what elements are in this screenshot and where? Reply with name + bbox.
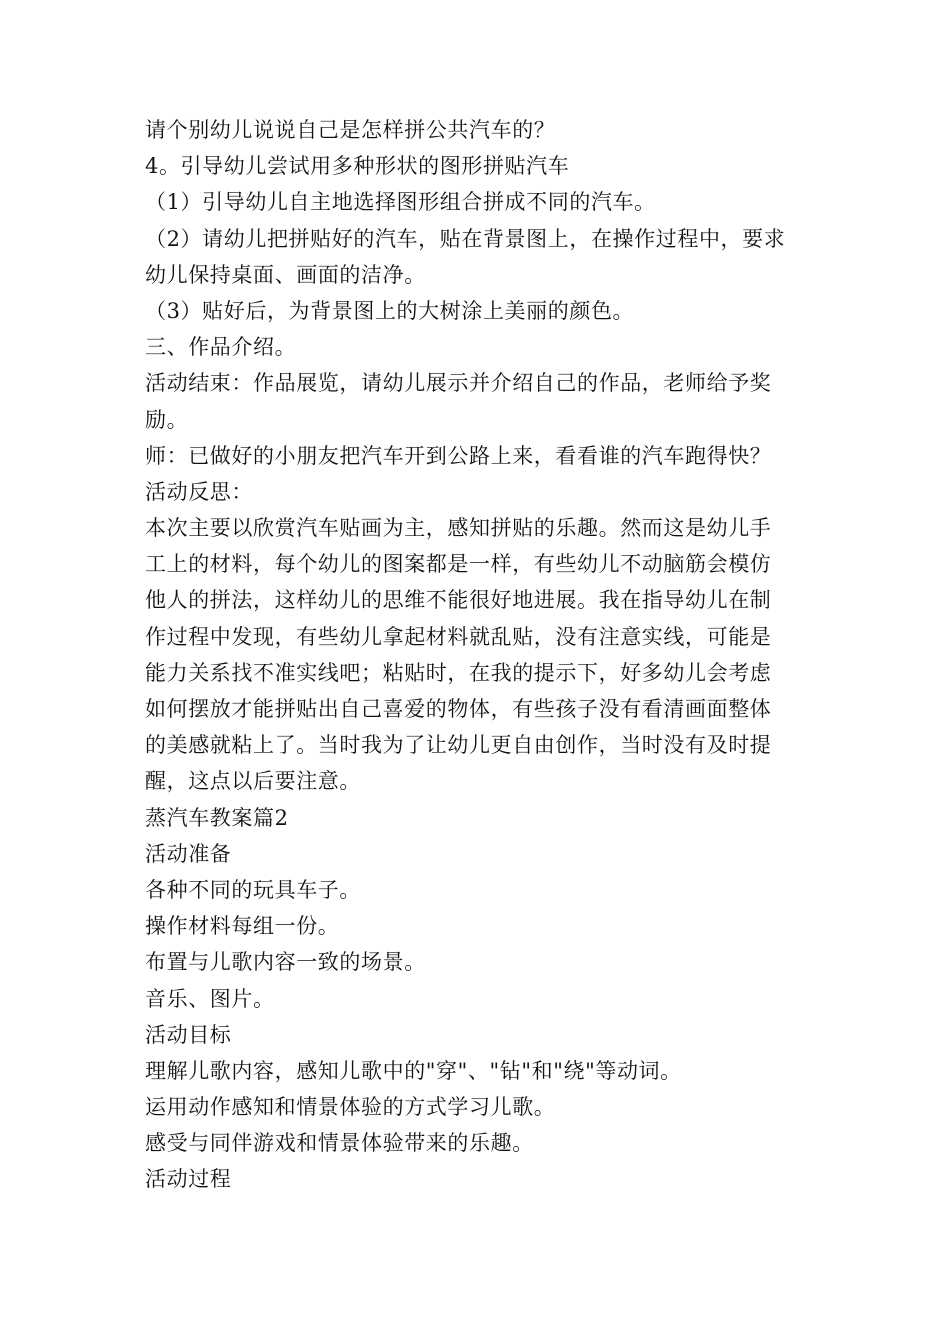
section-heading: 活动过程 [145,1167,232,1192]
text-line: 理解儿歌内容，感知儿歌中的"穿"、"钻"和"绕"等动词。 [145,1058,682,1083]
text-line: 本次主要以欣赏汽车贴画为主，感知拼贴的乐趣。然而这是幼儿手 [145,516,772,541]
document-body [145,112,810,1198]
text-line: 他人的拼法，这样幼儿的思维不能很好地进展。我在指导幼儿在制 [145,588,772,613]
text-line: （3）贴好后，为背景图上的大树涂上美丽的颜色。 [145,298,635,323]
text-line: 作过程中发现，有些幼儿拿起材料就乱贴，没有注意实线，可能是 [145,624,772,649]
section-heading: 蒸汽车教案篇2 [145,805,289,830]
text-line: 幼儿保持桌面、画面的洁净。 [145,262,426,287]
text-line: 音乐、图片。 [145,986,275,1011]
text-line: 活动结束：作品展览，请幼儿展示并介绍自己的作品，老师给予奖 [145,371,772,396]
text-line: 励。 [145,407,189,432]
text-line: 如何摆放才能拼贴出自己喜爱的物体，有些孩子没有看清画面整体 [145,697,772,721]
text-line: 醒，这点以后要注意。 [145,769,361,794]
text-line: 请个别幼儿说说自己是怎样拼公共汽车的？ [145,118,556,142]
text-line: 操作材料每组一份。 [145,914,340,939]
text-line: 师：已做好的小朋友把汽车开到公路上来，看看谁的汽车跑得快？ [145,443,772,468]
text-line: 的美感就粘上了。当时我为了让幼儿更自由创作，当时没有及时提 [145,733,772,758]
section-heading: 活动目标 [145,1022,232,1047]
text-line: 能力关系找不准实线吧；粘贴时，在我的提示下，好多幼儿会考虑 [145,660,772,685]
text-line: 运用动作感知和情景体验的方式学习儿歌。 [145,1095,556,1120]
section-heading: 三、作品介绍。 [145,335,297,360]
text-line: 4。引导幼儿尝试用多种形状的图形拼贴汽车 [145,154,570,179]
text-line: 布置与儿歌内容一致的场景。 [145,950,426,975]
text-line: 感受与同伴游戏和情景体验带来的乐趣。 [145,1131,534,1156]
text-line: 工上的材料，每个幼儿的图案都是一样，有些幼儿不动脑筋会模仿 [145,552,772,577]
text-line: （2）请幼儿把拼贴好的汽车，贴在背景图上，在操作过程中，要求 [145,226,786,251]
text-line: （1）引导幼儿自主地选择图形组合拼成不同的汽车。 [145,190,656,215]
text-line: 各种不同的玩具车子。 [145,877,361,902]
section-heading: 活动反思： [145,479,253,504]
section-heading: 活动准备 [145,841,232,866]
